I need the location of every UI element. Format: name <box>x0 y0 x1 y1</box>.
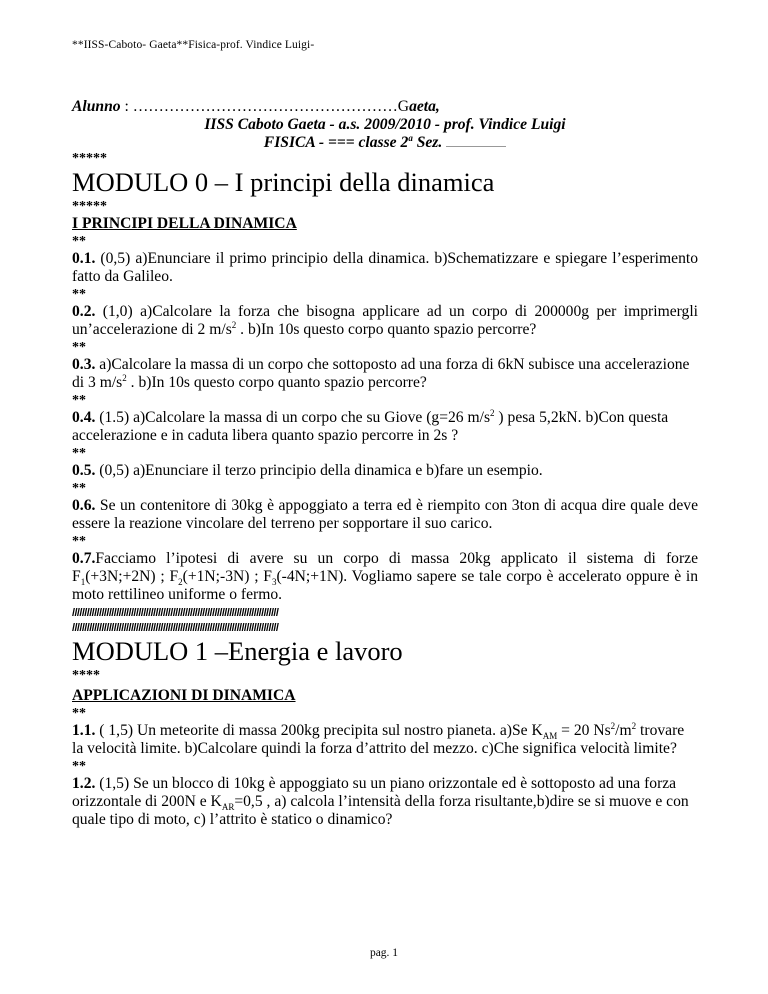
document-body <box>72 90 698 829</box>
question-text: (+3N;+2N) ; F <box>85 568 179 585</box>
city-initial: G <box>397 98 410 115</box>
school-line: IISS Caboto Gaeta - a.s. 2009/2010 - prof. Vindice Luigi <box>204 116 566 133</box>
city: aeta, <box>409 98 440 115</box>
stars-separator: ** <box>72 759 86 774</box>
modulo-0-title: MODULO 0 – I principi della dinamica <box>72 167 495 197</box>
question-number: 1.2. <box>72 775 96 792</box>
question-text: (1,0) a)Calcolare la forza che bisogna applicare ad un corpo di 200000g per imprimergli un’accelerazione di 2 m/s <box>72 303 698 338</box>
question-number: 0.7. <box>72 550 96 567</box>
question-text: . b)In 10s questo corpo quanto spazio percorre? <box>236 321 537 338</box>
question-text: Facciamo l’ipotesi di avere su un corpo di massa 20kg applicato il sistema di forze F <box>72 550 698 585</box>
question-1-1 <box>72 722 698 758</box>
student-sep: : <box>120 98 133 115</box>
stars-separator: ** <box>72 481 86 496</box>
question-0-2 <box>72 303 698 339</box>
section-title-1: APPLICAZIONI DI DINAMICA <box>72 687 296 704</box>
question-text: =0,5 , a) calcola l’intensità della forza risultante,b)dire se si muove e con quale tipo di moto, c) l’attrito è statico o dinamico? <box>72 793 689 828</box>
question-0-5 <box>72 462 698 480</box>
stars-separator: ** <box>72 706 86 721</box>
stars-separator: ** <box>72 534 86 549</box>
class-pre: FISICA - === classe 2 <box>263 134 409 151</box>
question-0-6 <box>72 497 698 533</box>
superscript: 2 <box>610 720 616 731</box>
question-text: /m <box>615 722 632 739</box>
question-number: 0.1. <box>72 250 96 267</box>
question-1-2 <box>72 775 698 829</box>
stars-separator: ** <box>72 340 86 355</box>
student-line <box>72 98 698 116</box>
question-text: trovare la velocità limite. b)Calcolare quindi la forza d’attrito del mezzo. c)Che significa velocità limite? <box>72 722 685 757</box>
subscript: 1 <box>80 577 86 588</box>
question-number: 0.4. <box>72 409 96 426</box>
subscript: 3 <box>271 577 277 588</box>
student-label: Alunno <box>72 98 121 115</box>
page-header: **IISS-Caboto- Gaeta**Fisica-prof. Vindice Luigi- <box>72 39 315 51</box>
question-number: 0.2. <box>72 303 96 320</box>
section-title-0: I PRINCIPI DELLA DINAMICA <box>72 215 297 232</box>
stars-separator: ** <box>72 446 86 461</box>
question-text: (1.5) a)Calcolare la massa di un corpo che su Giove (g=26 m/s <box>95 409 491 426</box>
subscript: AR <box>221 802 235 813</box>
question-0-3 <box>72 356 698 392</box>
superscript: 2 <box>231 319 237 330</box>
student-name-blank: …………………………………………… <box>132 98 398 115</box>
page-footer: pag. 1 <box>369 947 399 959</box>
question-number: 0.6. <box>72 497 96 514</box>
subscript: AM <box>542 731 558 742</box>
class-sup: a <box>408 132 413 143</box>
stars-separator: ** <box>72 234 86 249</box>
question-text: Se un contenitore di 30kg è appoggiato a terra ed è riempito con 3ton di acqua dire quale deve essere la reazione vincolare del terreno per sopportare il suo carico. <box>72 497 698 532</box>
superscript: 2 <box>631 720 637 731</box>
section-blank <box>446 146 506 147</box>
subscript: 2 <box>178 577 183 588</box>
stars-separator: ***** <box>72 199 107 214</box>
question-0-7 <box>72 550 698 604</box>
stars-separator: ** <box>72 393 86 408</box>
question-text: (+1N;-3N) ; F <box>182 568 272 585</box>
stars-separator: ***** <box>72 151 107 166</box>
superscript: 2 <box>122 372 127 383</box>
question-0-4 <box>72 409 698 445</box>
question-text: ( 1,5) Un meteorite di massa 200kg precipita sul nostro pianeta. a)Se K <box>95 722 543 739</box>
question-0-1 <box>72 250 698 286</box>
stars-separator: **** <box>72 668 100 683</box>
question-text: (1,5) Se un blocco di 10kg è appoggiato su un piano orizzontale ed è sottoposto ad una forza orizzontale di 200N e K <box>72 775 677 810</box>
slash-divider: //////////////////////////////////////////////////////////////////////////////////// <box>72 622 279 634</box>
question-text: ) pesa 5,2kN. b)Con questa accelerazione e in caduta libera quanto spazio percorre in 2s ? <box>72 409 669 444</box>
question-text: a)Calcolare la massa di un corpo che sottoposto ad una forza di 6kN subisce una accelerazione di 3 m/s <box>72 356 690 391</box>
question-number: 1.1. <box>72 722 96 739</box>
question-text: (0,5) a)Enunciare il terzo principio della dinamica e b)fare un esempio. <box>95 462 543 479</box>
question-text: = 20 Ns <box>557 722 611 739</box>
superscript: 2 <box>490 407 495 418</box>
stars-separator: ** <box>72 287 86 302</box>
question-number: 0.3. <box>72 356 96 373</box>
question-number: 0.5. <box>72 462 96 479</box>
slash-divider: //////////////////////////////////////////////////////////////////////////////////// <box>72 607 279 619</box>
question-text: (0,5) a)Enunciare il primo principio della dinamica. b)Schematizzare e spiegare l’esperimento fatto da Galileo. <box>72 250 698 285</box>
class-post: Sez. <box>412 134 443 151</box>
question-text: (-4N;+1N). Vogliamo sapere se tale corpo è accelerato oppure è in moto rettilineo uniforme o fermo. <box>72 568 699 603</box>
modulo-1-title: MODULO 1 –Energia e lavoro <box>72 636 403 666</box>
question-text: . b)In 10s questo corpo quanto spazio percorre? <box>126 374 427 391</box>
